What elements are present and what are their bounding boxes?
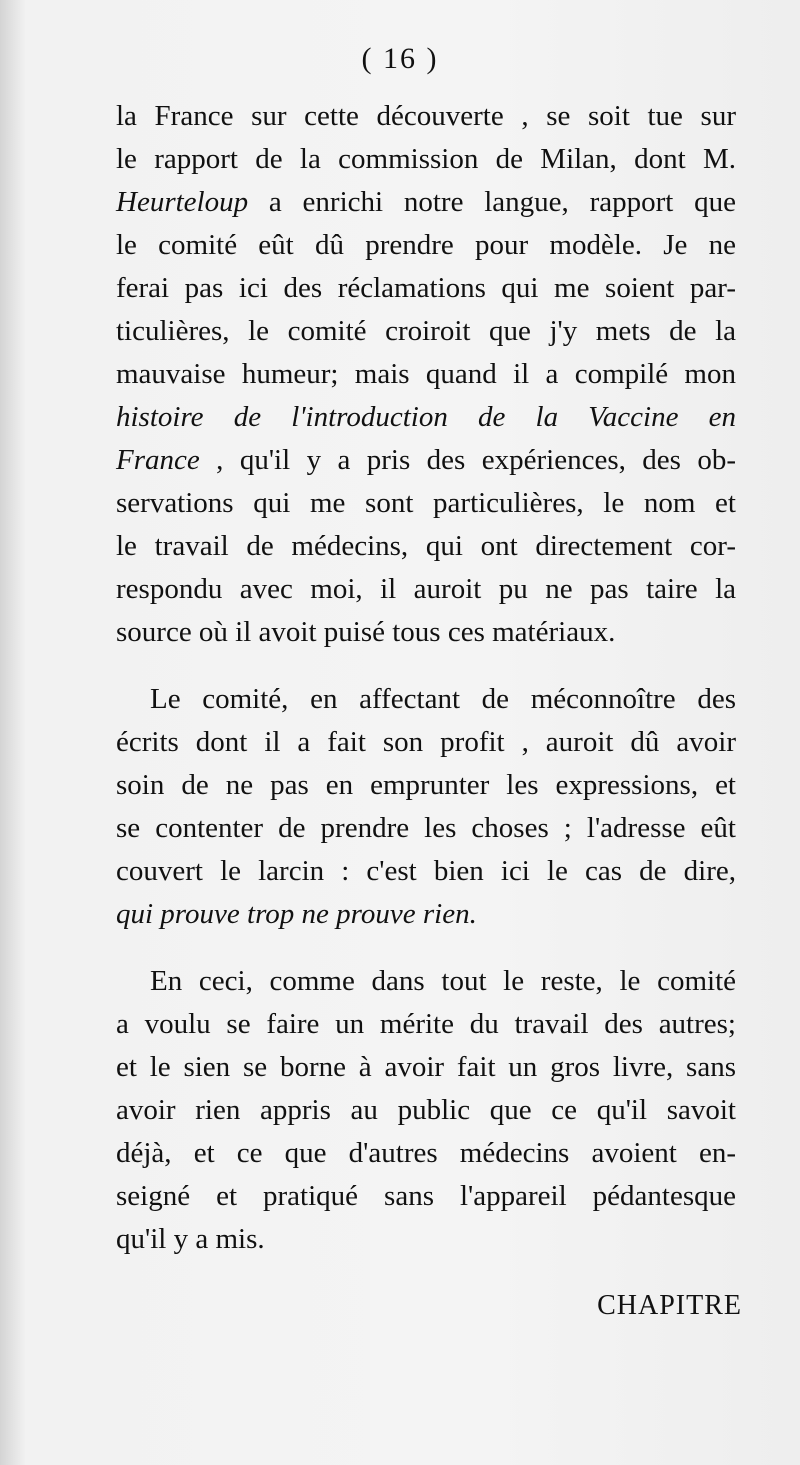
- italic-title-end: France: [116, 444, 200, 476]
- text-fragment: a enrichi notre langue, rapport que: [248, 186, 736, 218]
- paragraph-gap: [116, 654, 736, 678]
- text-line: déjà, et ce que d'autres médecins avoient en-: [116, 1137, 736, 1169]
- text-line: se contenter de prendre les choses ; l'adresse eût: [116, 812, 736, 844]
- text-line: respondu avec moi, il auroit pu ne pas taire la: [116, 573, 736, 605]
- text-line: avoir rien appris au public que ce qu'il savoit: [116, 1094, 736, 1126]
- text-line: la France sur cette découverte , se soit tue sur: [116, 100, 736, 132]
- text-line: le travail de médecins, qui ont directement cor-: [116, 530, 736, 562]
- text-line: le comité eût dû prendre pour modèle. Je ne: [116, 229, 736, 261]
- paragraph-3: [116, 960, 736, 1261]
- text-line: seigné et pratiqué sans l'appareil pédantesque: [116, 1180, 736, 1212]
- text-line: ticulières, le comité croiroit que j'y mets de la: [116, 315, 736, 347]
- text-line: En ceci, comme dans tout le reste, le comité: [150, 965, 736, 997]
- text-line: écrits dont il a fait son profit , auroit dû avoir: [116, 726, 736, 758]
- catchword: CHAPITRE: [597, 1290, 742, 1321]
- text-line: mauvaise humeur; mais quand il a compilé mon: [116, 358, 736, 390]
- text-line: Le comité, en affectant de méconnoître des: [150, 683, 736, 715]
- text-line: [116, 181, 736, 224]
- text-line: servations qui me sont particulières, le nom et: [116, 487, 736, 519]
- paragraph-gap: [116, 936, 736, 960]
- text-line: et le sien se borne à avoir fait un gros livre, sans: [116, 1051, 736, 1083]
- italic-title-line: histoire de l'introduction de la Vaccine en: [116, 401, 736, 433]
- paragraph-1: [116, 95, 736, 654]
- text-line: [116, 439, 736, 482]
- italic-name: Heurteloup: [116, 186, 249, 218]
- paragraph-2: [116, 678, 736, 936]
- text-line: soin de ne pas en emprunter les expressions, et: [116, 769, 736, 801]
- italic-proverb-line: qui prouve trop ne prouve rien.: [116, 898, 477, 930]
- text-line: couvert le larcin : c'est bien ici le cas de dire,: [116, 855, 736, 887]
- text-line: source où il avoit puisé tous ces matériaux.: [116, 616, 616, 648]
- text-fragment: , qu'il y a pris des expériences, des ob-: [199, 444, 736, 476]
- page-number: ( 16 ): [361, 42, 439, 75]
- text-line: qu'il y a mis.: [116, 1223, 265, 1255]
- text-line: le rapport de la commission de Milan, dont M.: [116, 143, 736, 175]
- text-line: a voulu se faire un mérite du travail des autres;: [116, 1008, 736, 1040]
- text-line: ferai pas ici des réclamations qui me soient par-: [116, 272, 736, 304]
- body-text: [116, 95, 736, 1261]
